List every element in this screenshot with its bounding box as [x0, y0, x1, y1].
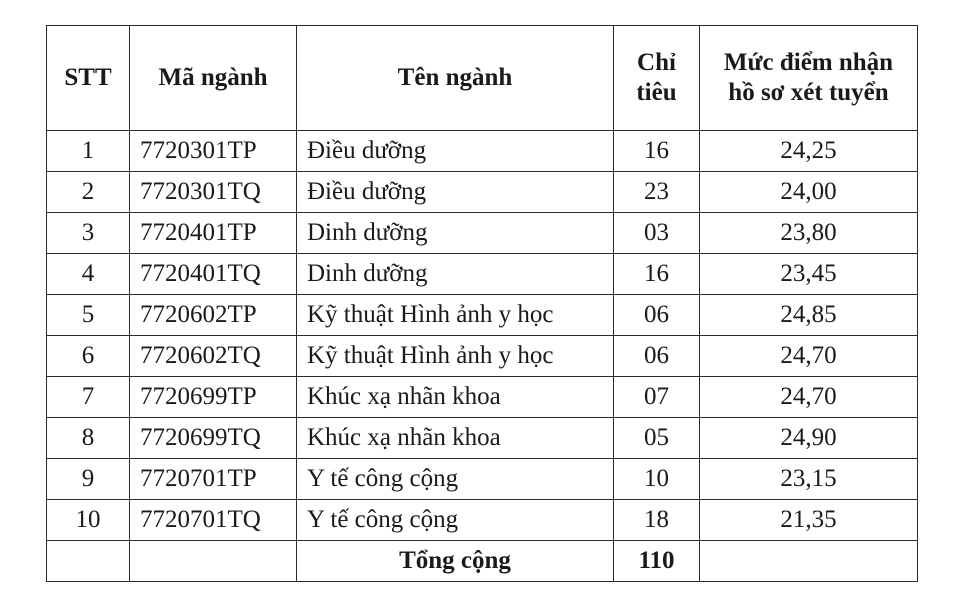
row-major-name: Dinh dưỡng	[297, 254, 614, 295]
row-major-name: Điều dưỡng	[297, 172, 614, 213]
row-score: 24,85	[700, 295, 918, 336]
row-stt: 2	[47, 172, 130, 213]
total-empty-score	[700, 541, 918, 582]
total-label: Tổng cộng	[297, 541, 614, 582]
row-stt: 7	[47, 377, 130, 418]
header-score-threshold	[700, 26, 918, 131]
row-major-code: 7720301TQ	[130, 172, 297, 213]
row-score: 23,15	[700, 459, 918, 500]
header-quota	[614, 26, 700, 131]
row-quota: 23	[614, 172, 700, 213]
row-major-code: 7720701TP	[130, 459, 297, 500]
row-quota: 18	[614, 500, 700, 541]
row-stt: 5	[47, 295, 130, 336]
row-major-code: 7720701TQ	[130, 500, 297, 541]
table-row	[47, 377, 918, 418]
header-major-code: Mã ngành	[130, 26, 297, 131]
row-major-code: 7720699TQ	[130, 418, 297, 459]
table-row	[47, 459, 918, 500]
table-body	[47, 131, 918, 582]
row-quota: 10	[614, 459, 700, 500]
table-row	[47, 131, 918, 172]
row-quota: 06	[614, 336, 700, 377]
total-empty-stt	[47, 541, 130, 582]
row-stt: 8	[47, 418, 130, 459]
row-quota: 03	[614, 213, 700, 254]
row-quota: 16	[614, 254, 700, 295]
table-row	[47, 254, 918, 295]
row-stt: 1	[47, 131, 130, 172]
total-empty-code	[130, 541, 297, 582]
row-major-code: 7720602TP	[130, 295, 297, 336]
row-major-name: Y tế công cộng	[297, 500, 614, 541]
row-major-name: Y tế công cộng	[297, 459, 614, 500]
table-row	[47, 336, 918, 377]
total-quota: 110	[614, 541, 700, 582]
table-row	[47, 418, 918, 459]
header-score-line2: hồ sơ xét tuyển	[728, 79, 889, 106]
table-row	[47, 295, 918, 336]
total-row	[47, 541, 918, 582]
row-stt: 3	[47, 213, 130, 254]
admission-score-table	[46, 25, 918, 582]
row-score: 24,70	[700, 377, 918, 418]
row-score: 23,80	[700, 213, 918, 254]
row-quota: 06	[614, 295, 700, 336]
row-score: 24,70	[700, 336, 918, 377]
header-stt: STT	[47, 26, 130, 131]
row-stt: 4	[47, 254, 130, 295]
row-major-name: Khúc xạ nhãn khoa	[297, 377, 614, 418]
row-stt: 9	[47, 459, 130, 500]
table-row	[47, 500, 918, 541]
row-major-code: 7720401TP	[130, 213, 297, 254]
row-major-code: 7720699TP	[130, 377, 297, 418]
row-score: 21,35	[700, 500, 918, 541]
header-quota-line1: Chỉ	[637, 49, 676, 76]
table-header	[47, 26, 918, 131]
header-score-line1: Mức điểm nhận	[723, 49, 894, 76]
row-major-name: Khúc xạ nhãn khoa	[297, 418, 614, 459]
header-major-name: Tên ngành	[297, 26, 614, 131]
row-quota: 05	[614, 418, 700, 459]
table-row	[47, 172, 918, 213]
row-stt: 10	[47, 500, 130, 541]
row-score: 24,00	[700, 172, 918, 213]
row-major-name: Điều dưỡng	[297, 131, 614, 172]
row-major-code: 7720401TQ	[130, 254, 297, 295]
row-score: 24,90	[700, 418, 918, 459]
row-major-name: Dinh dưỡng	[297, 213, 614, 254]
row-stt: 6	[47, 336, 130, 377]
table-row	[47, 213, 918, 254]
row-score: 24,25	[700, 131, 918, 172]
row-quota: 07	[614, 377, 700, 418]
header-quota-line2: tiêu	[636, 79, 677, 106]
row-quota: 16	[614, 131, 700, 172]
row-major-code: 7720602TQ	[130, 336, 297, 377]
row-score: 23,45	[700, 254, 918, 295]
row-major-name: Kỹ thuật Hình ảnh y học	[297, 295, 614, 336]
header-row	[47, 26, 918, 131]
row-major-name: Kỹ thuật Hình ảnh y học	[297, 336, 614, 377]
row-major-code: 7720301TP	[130, 131, 297, 172]
